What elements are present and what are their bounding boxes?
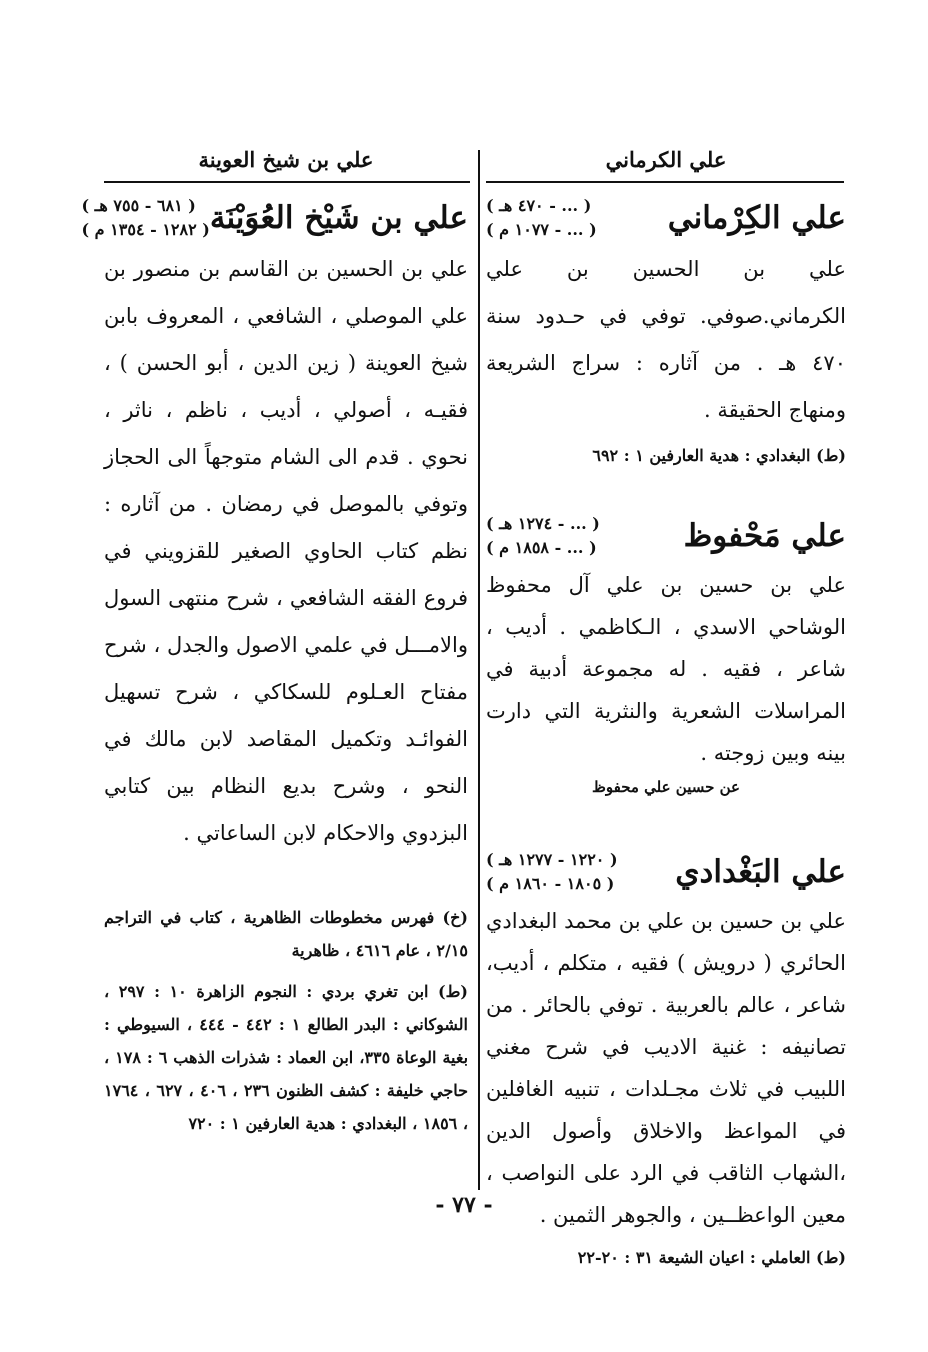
- entry-name: علي البَغْدادي: [675, 854, 846, 890]
- entry-source-manuscripts: (خ) فهرس مخطوطات الظاهرية ، كتاب في التراجم ٢/١٥ ، عام ٤٦١٦ ، ظاهرية: [104, 908, 468, 960]
- entry-ibn-shaykh-al-uwayna: [81, 194, 469, 1140]
- dates-hijri: ( ... - ١٢٧٤ هـ ): [486, 514, 600, 533]
- spacer: [104, 857, 468, 893]
- right-column: [486, 140, 846, 1272]
- entry-attribution: عن حسين علي محفوظ: [592, 778, 740, 796]
- entry-dates: [486, 848, 618, 896]
- entry-dates: [486, 512, 600, 560]
- dates-hijri: ( ... - ٤٧٠ هـ ): [486, 196, 592, 215]
- dates-gregorian: ( ... - ١٨٥٨ م ): [486, 538, 597, 557]
- left-column-header: علي بن شيخ العوينة: [198, 147, 374, 172]
- left-column: [81, 140, 469, 1140]
- dates-gregorian: ( ١٢٨٢ - ١٣٥٤ م ): [81, 220, 210, 239]
- entry-name: علي بن شَيْخ العُوَيْنَة: [209, 200, 468, 236]
- entry-body: علي بن حسين بن علي آل محفوظ الوشاحي الاسدي ، الـكاظمي . أديب ، شاعر ، فقيه . له مجموعة أدبية في المراسلات الشعرية والنثرية التي دارت بينه وبين زوجته .: [486, 573, 846, 765]
- entry-heading: [486, 512, 846, 560]
- entry-name: علي مَحْفوظ: [683, 518, 846, 554]
- entry-body: علي بن حسين بن علي بن محمد البغدادي الحائري ( درويش ) فقيه ، متكلم ، أديب، شاعر ، عالم بالعربية . توفي بالحائر . من تصانيفه : غنية الاديب في شرح مغني اللبيب في ثلاث مجـلدات ، تنبيه الغافلين في المواعظ والاخلاق وأصول الدين ،الشهاب الثاقب في الرد على النواصب ، معين الواعظــين ، والجوهر الثمين .: [486, 909, 846, 1227]
- spacer: [486, 470, 846, 498]
- dates-hijri: ( ١٢٢٠ - ١٢٧٧ هـ ): [486, 850, 618, 869]
- spacer: [486, 802, 846, 834]
- entry-name: علي الكِرْماني: [667, 200, 846, 236]
- right-column-header: علي الكرماني: [605, 147, 727, 172]
- column-divider: [478, 150, 480, 1190]
- entry-dates: [486, 194, 597, 242]
- entry-source: (ط) العاملي : اعيان الشيعة ٣١ : ٢٠-٢٢: [577, 1248, 846, 1267]
- entry-heading: [486, 194, 846, 242]
- entry-heading: [486, 848, 846, 896]
- entry-heading: [81, 194, 468, 242]
- entry-body: علي بن الحسين بن القاسم بن منصور بن علي الموصلي ، الشافعي ، المعروف بابن شيخ العوينة ( زين الدين ، أبو الحسن ) ، فقيـه ، أصولي ، أديب ، ناظم ، ناثر ، نحوي . قدم الى الشام متوجهاً الى الحجاز وتوفي بالموصل في رمضان . من آثاره : نظم كتاب الحاوي الصغير للقزويني في فروع الفقه الشافعي ، شرح منتهى السول والامـــل في علمي الاصول والجدل ، شرح مفتاح العـلوم للسكاكي ، شرح تسهيل الفوائـد وتكميل المقاصد لابن مالك في النحو ، وشرح بديع النظام بين كتابي البزدوي والاحكام لابن الساعاتي .: [104, 257, 468, 845]
- page-number: - ٧٧ -: [435, 1192, 493, 1218]
- entry-dates: [82, 194, 210, 242]
- entry-body: علي بن الحسين بن علي الكرماني.صوفي. توفي في حـدود سنة ٤٧٠ هـ . من آثاره : سراج الشريعة ومنهاج الحقيقة .: [486, 257, 846, 422]
- entry-kirmani: [486, 194, 846, 470]
- entry-source: (ط) البغدادي : هدية العارفين ١ : ٦٩٢: [592, 446, 846, 465]
- entry-mahfouz: [486, 512, 846, 796]
- dates-gregorian: ( ... - ١٠٧٧ م ): [486, 220, 597, 239]
- dates-hijri: ( ٦٨١ - ٧٥٥ هـ ): [81, 196, 196, 215]
- entry-source-printed: (ط) ابن تغري بردي : النجوم الزاهرة ١٠ : ٢٩٧ ، الشوكاني : البدر الطالع ١ : ٤٤٢ - ٤٤٤ ، السيوطي : بغية الوعاة ٣٣٥، ابن العماد : شذرات الذهب ٦ : ١٧٨ ، حاجي خليفة : كشف الظنون ٢٣٦ ، ٤٠٦ ، ٦٢٧ ، ١٧٦٤ ، ١٨٥٦ ، البغدادي : هدية العارفين ١ : ٧٢٠: [104, 982, 469, 1133]
- dates-gregorian: ( ١٨٠٥ - ١٨٦٠ م ): [486, 874, 615, 893]
